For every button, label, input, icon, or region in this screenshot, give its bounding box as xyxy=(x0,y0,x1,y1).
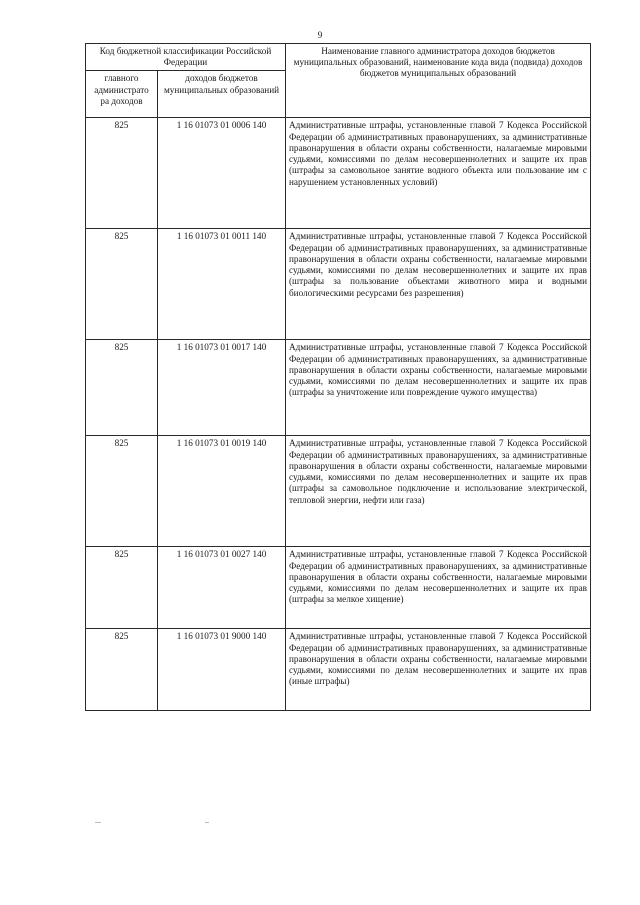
admin-code-cell: 825 xyxy=(86,436,158,547)
income-code-cell: 1 16 01073 01 9000 140 xyxy=(158,629,286,711)
admin-code-cell: 825 xyxy=(86,229,158,340)
scan-speck xyxy=(205,822,209,823)
admin-code-cell: 825 xyxy=(86,547,158,629)
income-code-cell: 1 16 01073 01 0006 140 xyxy=(158,118,286,229)
description-cell: Административные штрафы, установленные главой 7 Кодекса Российской Федерации об административных правонарушениях, за административные правонарушения в области охраны собственности, налагаемые мировыми судьями, комиссиями по делам несовершеннолетних и защите их прав (иные штрафы) xyxy=(286,629,591,711)
admin-code-cell: 825 xyxy=(86,629,158,711)
budget-classification-table xyxy=(85,43,591,711)
description-cell: Административные штрафы, установленные главой 7 Кодекса Российской Федерации об административных правонарушениях, за административные правонарушения в области охраны собственности, налагаемые мировыми судьями, комиссиями по делам несовершеннолетних и защите их прав (штрафы за самовольное подключение и использование электрической, тепловой энергии, нефти или газа) xyxy=(286,436,591,547)
header-income: доходов бюджетов муниципальных образований xyxy=(158,71,286,118)
table-row xyxy=(86,629,591,711)
income-code-cell: 1 16 01073 01 0027 140 xyxy=(158,547,286,629)
income-code-cell: 1 16 01073 01 0017 140 xyxy=(158,340,286,436)
table-row xyxy=(86,547,591,629)
header-code-group: Код бюджетной классификации Российской Федерации xyxy=(86,44,286,71)
header-admin: главного администрато ра доходов xyxy=(86,71,158,118)
page-number: 9 xyxy=(317,30,323,40)
description-cell: Административные штрафы, установленные главой 7 Кодекса Российской Федерации об административных правонарушениях, за административные правонарушения в области охраны собственности, налагаемые мировыми судьями, комиссиями по делам несовершеннолетних и защите их прав (штрафы за мелкое хищение) xyxy=(286,547,591,629)
table-body xyxy=(86,118,591,711)
table-row xyxy=(86,436,591,547)
table-row xyxy=(86,229,591,340)
description-cell: Административные штрафы, установленные главой 7 Кодекса Российской Федерации об административных правонарушениях, за административные правонарушения в области охраны собственности, налагаемые мировыми судьями, комиссиями по делам несовершеннолетних и защите их прав (штрафы за самовольное занятие водного объекта или пользование им с нарушением установленных условий) xyxy=(286,118,591,229)
income-code-cell: 1 16 01073 01 0011 140 xyxy=(158,229,286,340)
admin-code-cell: 825 xyxy=(86,340,158,436)
description-cell: Административные штрафы, установленные главой 7 Кодекса Российской Федерации об административных правонарушениях, за административные правонарушения в области охраны собственности, налагаемые мировыми судьями, комиссиями по делам несовершеннолетних и защите их прав (штрафы за пользование объектами животного мира и водными биологическими ресурсами без разрешения) xyxy=(286,229,591,340)
table-row xyxy=(86,118,591,229)
header-name: Наименование главного администратора доходов бюджетов муниципальных образований, наименование кода вида (подвида) доходов бюджетов муниципальных образований xyxy=(286,44,591,118)
scan-speck xyxy=(95,822,101,823)
table-header xyxy=(86,44,591,118)
admin-code-cell: 825 xyxy=(86,118,158,229)
table-row xyxy=(86,340,591,436)
income-code-cell: 1 16 01073 01 0019 140 xyxy=(158,436,286,547)
description-cell: Административные штрафы, установленные главой 7 Кодекса Российской Федерации об административных правонарушениях, за административные правонарушения в области охраны собственности, налагаемые мировыми судьями, комиссиями по делам несовершеннолетних и защите их прав (штрафы за уничтожение или повреждение чужого имущества) xyxy=(286,340,591,436)
